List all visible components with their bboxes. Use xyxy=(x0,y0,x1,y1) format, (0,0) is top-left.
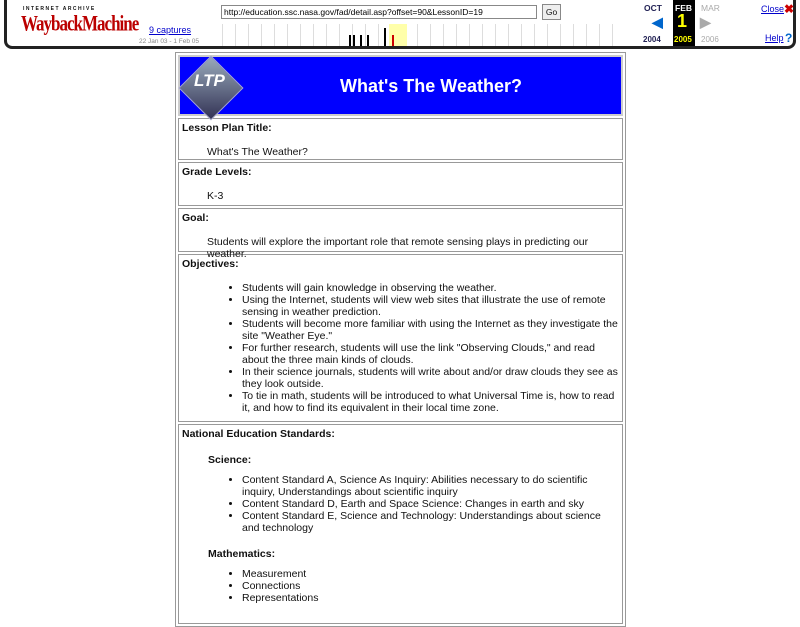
prev-arrow-icon[interactable]: ◀ xyxy=(652,14,663,30)
url-input[interactable] xyxy=(221,5,537,19)
list-item: • Content Standard E, Science and Technology: Understandings about science and technology xyxy=(242,510,619,534)
list-item: • Using the Internet, students will view web sites that illustrate the use of remote sensing in weather prediction. xyxy=(242,294,619,318)
list-item: • Content Standard D, Earth and Space Science: Changes in earth and sky xyxy=(242,498,619,510)
list-item: • In their science journals, students will write about and/or draw clouds they see as they look outside. xyxy=(242,366,619,390)
capture-bar[interactable] xyxy=(353,35,355,46)
list-item: • Connections xyxy=(242,580,619,592)
science-label: Science: xyxy=(208,454,252,466)
section-objectives xyxy=(178,254,623,422)
wayback-logo[interactable]: WaybackMachine xyxy=(21,11,139,36)
grade-label: Grade Levels: xyxy=(182,166,252,178)
page-title: What's The Weather? xyxy=(340,76,522,96)
wayback-toolbar xyxy=(4,0,796,49)
capture-bar[interactable] xyxy=(384,28,386,46)
capture-bar[interactable] xyxy=(367,35,369,46)
section-grade xyxy=(178,162,623,206)
section-goal xyxy=(178,208,623,260)
list-item: • For further research, students will use the link "Observing Clouds," and read about the three main kinds of clouds. xyxy=(242,342,619,366)
math-label: Mathematics: xyxy=(208,548,276,560)
goal-label: Goal: xyxy=(182,212,209,224)
next-arrow-icon: ▶ xyxy=(700,14,711,30)
current-year: 2005 xyxy=(674,35,692,44)
capture-bar[interactable] xyxy=(349,35,351,46)
title-value: What's The Weather? xyxy=(207,146,308,158)
lesson-page xyxy=(175,52,626,627)
section-title xyxy=(178,118,623,160)
prev-year[interactable]: 2004 xyxy=(643,35,661,44)
list-item: • Representations xyxy=(242,592,619,604)
banner xyxy=(178,55,623,116)
help-link[interactable]: Help xyxy=(765,33,784,43)
title-label: Lesson Plan Title: xyxy=(182,122,272,134)
capture-range: 22 Jan 03 - 1 Feb 05 xyxy=(139,38,199,45)
current-month: FEB xyxy=(675,3,692,13)
list-item: • Students will gain knowledge in observing the weather. xyxy=(242,282,619,294)
list-item: • Students will become more familiar with using the Internet as they investigate the site "Weather Eye." xyxy=(242,318,619,342)
next-month: MAR xyxy=(701,3,720,13)
standards-label: National Education Standards: xyxy=(182,428,335,440)
help-icon[interactable]: ? xyxy=(785,31,793,45)
close-link[interactable]: Close xyxy=(761,4,785,14)
captures-link[interactable]: 9 captures xyxy=(149,25,192,35)
close-icon[interactable]: ✖ xyxy=(784,2,795,16)
current-day: 1 xyxy=(677,11,688,31)
go-button[interactable]: Go xyxy=(542,4,561,20)
objectives-label: Objectives: xyxy=(182,258,239,270)
list-item: • To tie in math, students will be introduced to what Universal Time is, how to read it, and how to find its equivalent in their local time zone. xyxy=(242,390,619,414)
prev-month[interactable]: OCT xyxy=(644,3,662,13)
grade-value: K-3 xyxy=(207,190,224,202)
wayback-logo-top: INTERNET ARCHIVE xyxy=(23,6,96,12)
ltp-logo-text: LTP xyxy=(194,71,225,90)
capture-timeline[interactable] xyxy=(222,24,622,46)
list-item: • Measurement xyxy=(242,568,619,580)
list-item: • Content Standard A, Science As Inquiry: Abilities necessary to do scientific inquiry, Understandings about scientific inquiry xyxy=(242,474,619,498)
current-capture-highlight xyxy=(389,24,407,46)
next-year: 2006 xyxy=(701,35,719,44)
section-standards xyxy=(178,424,623,624)
capture-bar[interactable] xyxy=(360,35,362,46)
goal-value: Students will explore the important role that remote sensing plays in predicting our weather. xyxy=(207,236,589,260)
